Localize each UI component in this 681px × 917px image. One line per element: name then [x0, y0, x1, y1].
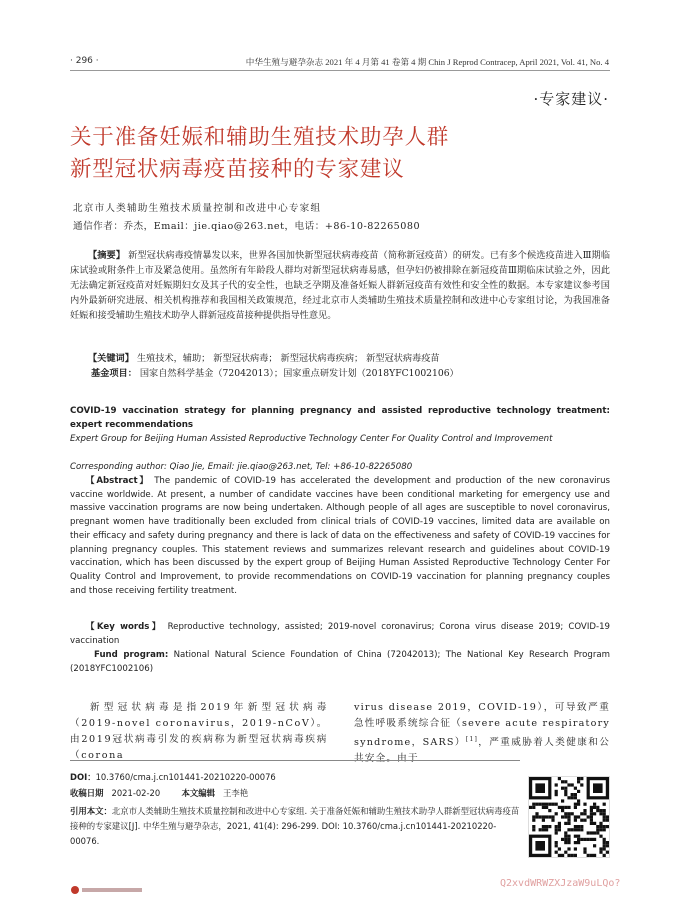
fund-en [70, 649, 610, 676]
title-en: COVID-19 vaccination strategy for planning pregnancy and assisted reproductive technology treatment: expert recommendations [70, 406, 610, 430]
cite-label: 引用本文： [70, 806, 112, 816]
abstract-cn [70, 248, 610, 323]
editor-value: 王李艳 [222, 788, 249, 798]
received-label: 收稿日期 [70, 788, 104, 798]
authors-en: Expert Group for Beijing Human Assisted Reproductive Technology Center For Quality Control and Improvement [70, 434, 553, 444]
title-cn-line1: 关于准备妊娠和辅助生殖技术助孕人群 [70, 125, 450, 150]
publisher-logo [70, 880, 145, 890]
doi-line [70, 770, 520, 785]
title-cn-line2: 新型冠状病毒疫苗接种的专家建议 [70, 157, 405, 182]
abstract-en-label: 【Abstract】 [86, 476, 150, 486]
body-right-text-2: ，严重威胁着人类健康和公共安全。由于 [354, 737, 610, 765]
abstract-cn-text: 新型冠状病毒疫情暴发以来，世界各国加快新型冠状病毒疫苗（简称新冠疫苗）的研发。已有多个候选疫苗进入Ⅲ期临床试验或附条件上市及紧急使用。虽然所有年龄段人群均对新型冠状病毒易感，但孕妇仍被排除在新冠疫苗Ⅲ期临床试验之外，因此无法确定新冠疫苗对妊娠期妇女及其子代的安全性，也缺乏孕期及准备妊娠人群新冠疫苗有效性和安全性的数据。本专家建议参考国内外最新研究进展、相关机构推荐和我国相关政策规范，经过北京市人类辅助生殖技术质量控制和改进中心专家组讨论，为我国准备妊娠和接受辅助生殖技术助孕人群新冠疫苗接种提供指导性意见。 [70, 250, 611, 321]
doi-value: 10.3760/cma.j.cn101441-20210220-00076 [95, 772, 276, 782]
received-line [70, 786, 520, 801]
abstract-en [70, 475, 610, 598]
fund-en-label: Fund program: [94, 650, 169, 660]
corresponding-author-en: Corresponding author: Qiao Jie, Email: jie.qiao@263.net, Tel: +86-10-82265080 [70, 462, 413, 472]
body-left-column: 新型冠状病毒是指2019年新型冠状病毒（2019-novel coronavirus，2019-nCoV）。由2019冠状病毒引发的疾病称为新型冠状病毒疾病（corona [70, 702, 328, 761]
editor-label: 本文编辑 [181, 788, 215, 798]
reference-marker: [1] [465, 736, 479, 743]
body-right-column [354, 700, 610, 767]
journal-header: 中华生殖与避孕杂志 2021 年 4 月第 41 卷第 4 期 Chin J Reprod Contracep, April 2021, Vol. 41, No. 4 [245, 57, 609, 67]
section-label: ·专家建议· [533, 90, 609, 108]
header-rule [70, 70, 610, 71]
author-group-cn: 北京市人类辅助生殖技术质量控制和改进中心专家组 [73, 203, 322, 214]
fund-en-text: National Natural Science Foundation of China (72042013); The National Key Research Program (2018YFC1002106) [70, 650, 610, 674]
received-value: 2021-02-20 [111, 788, 161, 798]
citation [70, 804, 520, 849]
keywords-en [70, 621, 610, 648]
qr-code-icon [529, 777, 609, 857]
footer-rule [70, 760, 520, 761]
keywords-en-text: Reproductive technology, assisted; 2019-novel coronavirus; Corona virus disease 2019; COVID-19 vaccination [70, 622, 611, 646]
body-right-text-1: virus disease 2019，COVID-19），可导致严重急性呼吸系统综合征（severe acute respiratory syndrome，SARS） [354, 702, 610, 749]
fund-cn [91, 366, 610, 381]
corresponding-author-cn: 通信作者：乔杰，Email：jie.qiao@263.net，电话：+86-10-82265080 [73, 221, 421, 232]
abstract-cn-label: 【摘要】 [88, 250, 126, 261]
fund-cn-text: 国家自然科学基金（72042013）；国家重点研发计划（2018YFC1002106） [139, 368, 459, 379]
watermark: Q2xvdWRWZXJzaW9uLQo? [500, 878, 621, 889]
keywords-cn-text: 生殖技术，辅助； 新型冠状病毒； 新型冠状病毒疾病； 新型冠状病毒疫苗 [136, 353, 440, 364]
fund-cn-label: 基金项目： [91, 368, 137, 379]
doi-label: DOI： [70, 772, 96, 782]
cite-text: 北京市人类辅助生殖技术质量控制和改进中心专家组. 关于准备妊娠和辅助生殖技术助孕人群新型冠状病毒疫苗接种的专家建议[J]. 中华生殖与避孕杂志，2021, 41(4): 296-299. DOI: 10.3760/cma.j.cn101441-20210220-00076. [70, 806, 520, 846]
abstract-en-text: The pandemic of COVID-19 has accelerated the development and production of the new coronavirus vaccine worldwide. At present, a number of candidate vaccines have been conditional marketing for emergency use and massive vaccination programs are now being undertaken. Although people of all ages are susceptible to novel coronavirus, pregnant women have traditionally been excluded from clinical trials of COVID-19 vaccines, limited data are available on their efficacy and safety during pregnancy and there is lack of data on the effectiveness and safety of COVID-19 vaccines for planning pregnancy couples. This statement reviews and summarizes relevant research and guidelines about COVID-19 vaccination, which has been discussed by the expert group of Beijing Human Assisted Reproductive Technology Center For Quality Control and Improvement, to provide recommendations on COVID-19 vaccination for planning pregnancy couples and those receiving fertility treatment. [70, 476, 611, 596]
page-number: · 296 · [70, 56, 99, 66]
keywords-cn-label: 【关键词】 [88, 353, 134, 364]
qr-code[interactable] [528, 776, 610, 858]
keywords-en-label: 【Key words】 [86, 622, 163, 632]
keywords-cn [88, 351, 610, 366]
